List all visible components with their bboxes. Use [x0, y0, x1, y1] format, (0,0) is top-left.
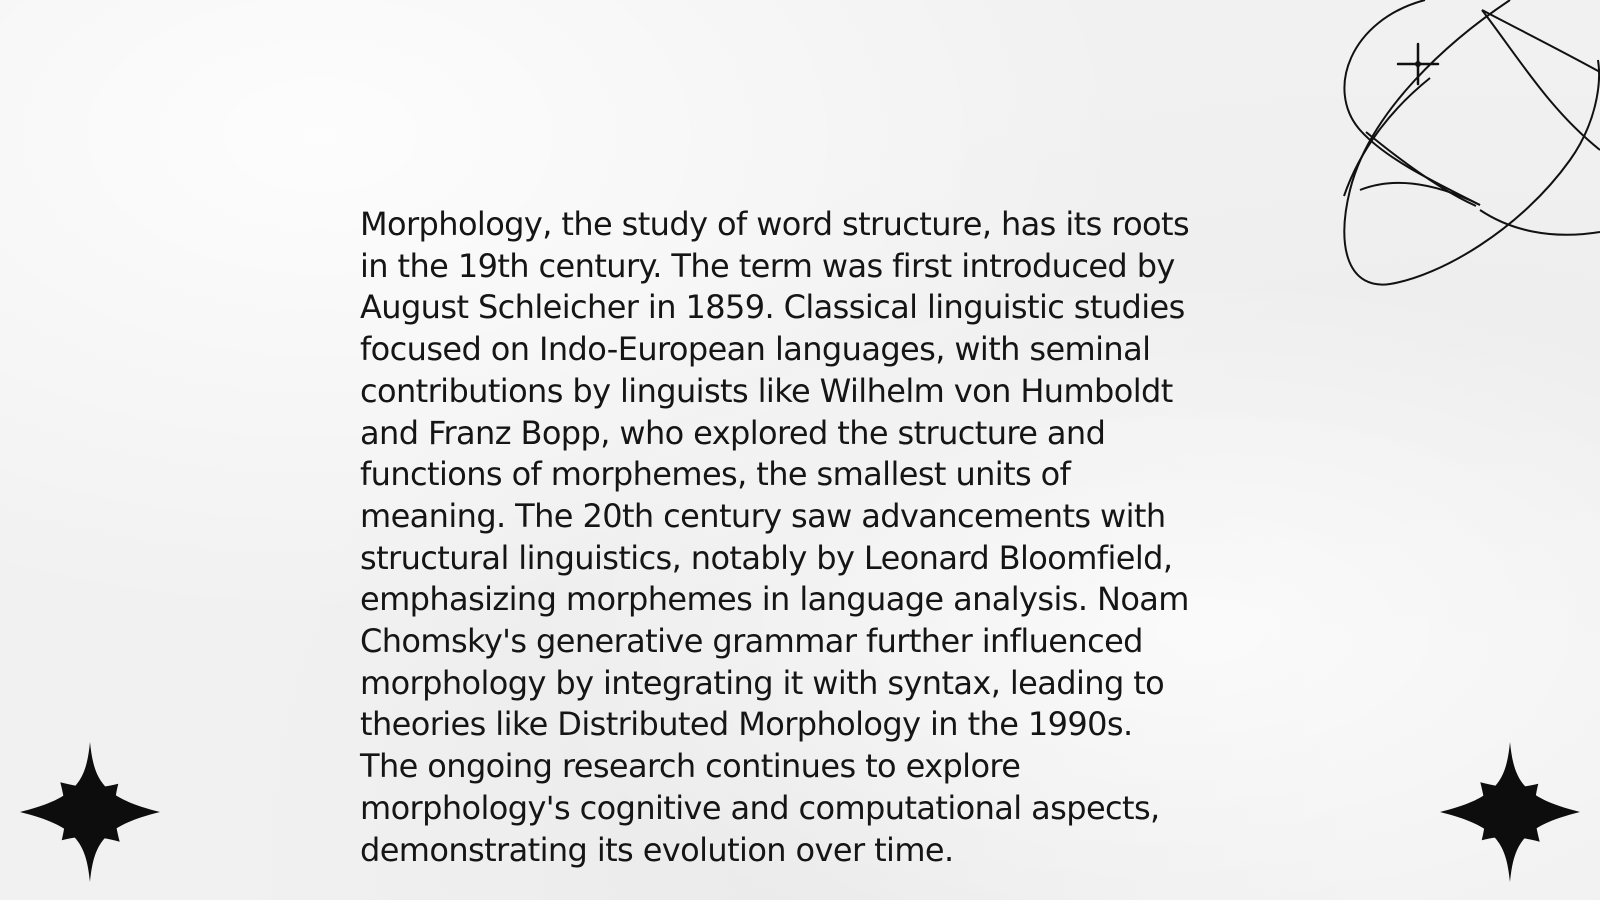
paragraph-line: and Franz Bopp, who explored the structure and: [360, 413, 1106, 452]
body-paragraph: [360, 204, 1260, 871]
paragraph-line: structural linguistics, notably by Leonard Bloomfield,: [360, 538, 1173, 577]
paragraph-line: contributions by linguists like Wilhelm von Humboldt: [360, 371, 1173, 410]
four-point-star-icon: [20, 742, 160, 882]
paragraph-line: Morphology, the study of word structure, has its roots: [360, 205, 1190, 243]
paragraph-line: meaning. The 20th century saw advancements with: [360, 496, 1166, 535]
paragraph-line: functions of morphemes, the smallest units of: [360, 455, 1071, 494]
paragraph-line: demonstrating its evolution over time.: [360, 830, 954, 869]
paragraph-line: theories like Distributed Morphology in the 1990s.: [360, 705, 1133, 744]
paragraph-line: morphology's cognitive and computational aspects,: [360, 788, 1160, 827]
paragraph-line: Chomsky's generative grammar further influenced: [360, 622, 1143, 661]
four-point-star-icon: [1440, 742, 1580, 882]
paragraph-line: The ongoing research continues to explore: [360, 747, 1021, 786]
paragraph-line: emphasizing morphemes in language analysis. Noam: [360, 580, 1189, 619]
paragraph-line: focused on Indo-European languages, with seminal: [360, 330, 1151, 369]
orbit-sparkle-icon: [1330, 0, 1600, 300]
paragraph-line: August Schleicher in 1859. Classical linguistic studies: [360, 288, 1185, 327]
paragraph-line: in the 19th century. The term was first introduced by: [360, 246, 1175, 285]
paragraph-line: morphology by integrating it with syntax, leading to: [360, 663, 1165, 702]
